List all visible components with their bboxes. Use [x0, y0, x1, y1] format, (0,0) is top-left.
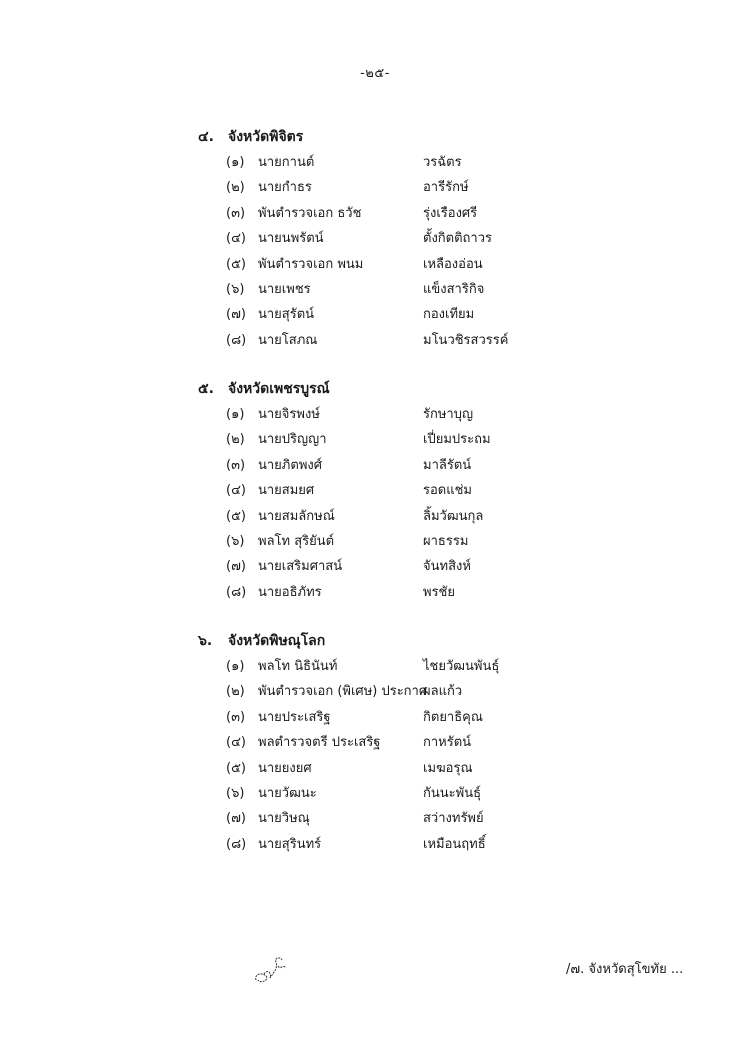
item-index: (๗) [226, 811, 246, 827]
list-item [198, 806, 598, 831]
given-name: นายยงยศ [258, 760, 312, 776]
surname: เหลืองอ่อน [423, 256, 483, 272]
item-index: (๑) [226, 155, 245, 170]
section-number: ๕. [198, 381, 214, 397]
given-name: พันตำรวจเอก ธวัช [258, 205, 362, 221]
list-item [198, 328, 598, 353]
item-index: (๓) [226, 709, 246, 725]
list-item [198, 504, 598, 529]
section-number: ๖. [198, 633, 213, 649]
section-title: จังหวัดพิษณุโลก [228, 633, 326, 649]
list-item [198, 654, 598, 679]
list-item [198, 679, 598, 704]
surname: ตั้งกิตติถาวร [423, 231, 492, 247]
surname: กิตยาธิคุณ [423, 709, 483, 725]
item-index: (๗) [226, 307, 246, 323]
given-name: นายกานต์ [258, 155, 315, 170]
item-index: (๕) [226, 256, 246, 272]
item-index: (๒) [226, 684, 245, 700]
given-name: พลโท นิธินันท์ [258, 659, 338, 674]
surname: เมฆอรุณ [423, 760, 473, 776]
list-item [198, 781, 598, 806]
item-index: (๑) [226, 407, 245, 422]
given-name: นายวัฒนะ [258, 785, 317, 801]
item-index: (๕) [226, 760, 246, 776]
given-name: นายสมลักษณ์ [258, 508, 335, 524]
list-item [198, 478, 598, 503]
surname: อารีรักษ์ [423, 180, 469, 196]
list-item [198, 580, 598, 605]
item-index: (๖) [226, 785, 245, 801]
surname: ผาธรรม [423, 533, 469, 549]
list-item [198, 453, 598, 478]
given-name: พันตำรวจเอก (พิเศษ) ประกาศ [258, 684, 428, 700]
list-item [198, 427, 598, 452]
surname: มาลีรัตน์ [423, 457, 472, 473]
section-number: ๔. [198, 129, 214, 145]
surname: ไชยวัฒนพันธุ์ [423, 659, 500, 674]
surname: จันทสิงห์ [423, 559, 471, 575]
province-section-phitsanulok [198, 628, 598, 857]
continuation-note: /๗. จังหวัดสุโขทัย ... [566, 962, 684, 977]
surname: ผลแก้ว [423, 684, 463, 700]
item-index: (๖) [226, 533, 245, 549]
item-index: (๒) [226, 432, 245, 448]
surname: พรชัย [423, 584, 455, 600]
section-heading [198, 628, 598, 654]
surname: กันนะพันธุ์ [423, 785, 482, 801]
given-name: พลโท สุริยันต์ [258, 533, 335, 549]
surname: รุ่งเรืองศรี [423, 205, 478, 221]
list-item [198, 554, 598, 579]
surname: เปี่ยมประถม [423, 432, 491, 448]
surname: เหมือนฤทธิ์ [423, 836, 486, 852]
given-name: นายภิตพงศ์ [258, 457, 322, 473]
item-index: (๔) [226, 735, 246, 751]
list-item [198, 402, 598, 427]
given-name: นายเพชร [258, 281, 311, 297]
province-section-phetchabun [198, 376, 598, 605]
item-index: (๒) [226, 180, 245, 196]
given-name: นายสุรัตน์ [258, 307, 315, 323]
given-name: นายอธิภัทร [258, 584, 322, 600]
item-index: (๑) [226, 659, 245, 674]
given-name: นายจิรพงษ์ [258, 407, 320, 422]
list-item [198, 175, 598, 200]
surname: กองเทียม [423, 307, 475, 323]
surname: กาหรัตน์ [423, 735, 472, 751]
surname: แข็งสาริกิจ [423, 281, 485, 297]
given-name: นายประเสริฐ [258, 709, 331, 725]
list-item [198, 277, 598, 302]
list-item [198, 832, 598, 857]
signature-initials-icon [252, 952, 288, 986]
given-name: นายกำธร [258, 180, 312, 196]
given-name: นายปริญญา [258, 432, 327, 448]
list-item [198, 705, 598, 730]
given-name: นายโสภณ [258, 332, 318, 348]
item-index: (๕) [226, 508, 246, 524]
list-item [198, 529, 598, 554]
item-index: (๓) [226, 457, 246, 473]
page-number: -๒๕- [360, 66, 390, 81]
section-heading [198, 124, 598, 150]
list-item [198, 201, 598, 226]
given-name: พลตำรวจตรี ประเสริฐ [258, 735, 381, 751]
surname: วรฉัตร [423, 155, 462, 170]
given-name: นายสุรินทร์ [258, 836, 322, 852]
section-heading [198, 376, 598, 402]
section-title: จังหวัดเพชรบูรณ์ [228, 381, 330, 397]
item-index: (๖) [226, 281, 245, 297]
list-item [198, 252, 598, 277]
province-section-phichit [198, 124, 598, 353]
list-item [198, 226, 598, 251]
item-index: (๘) [226, 584, 247, 600]
given-name: นายสมยศ [258, 483, 315, 499]
item-index: (๔) [226, 483, 246, 499]
given-name: นายเสริมศาสน์ [258, 559, 343, 575]
item-index: (๓) [226, 205, 246, 221]
given-name: นายนพรัตน์ [258, 231, 324, 247]
surname: รักษาบุญ [423, 407, 474, 422]
item-index: (๘) [226, 332, 247, 348]
list-item [198, 302, 598, 327]
item-index: (๘) [226, 836, 247, 852]
list-item [198, 150, 598, 175]
given-name: นายวิษณุ [258, 811, 310, 827]
surname: รอดแช่ม [423, 483, 473, 499]
given-name: พันตำรวจเอก พนม [258, 256, 364, 272]
list-item [198, 756, 598, 781]
surname: สว่างทรัพย์ [423, 811, 484, 827]
item-index: (๔) [226, 231, 246, 247]
section-title: จังหวัดพิจิตร [228, 129, 304, 145]
surname: มโนวชิรสวรรค์ [423, 332, 509, 348]
surname: ลิ้มวัฒนกุล [423, 508, 484, 524]
list-item [198, 730, 598, 755]
item-index: (๗) [226, 559, 246, 575]
